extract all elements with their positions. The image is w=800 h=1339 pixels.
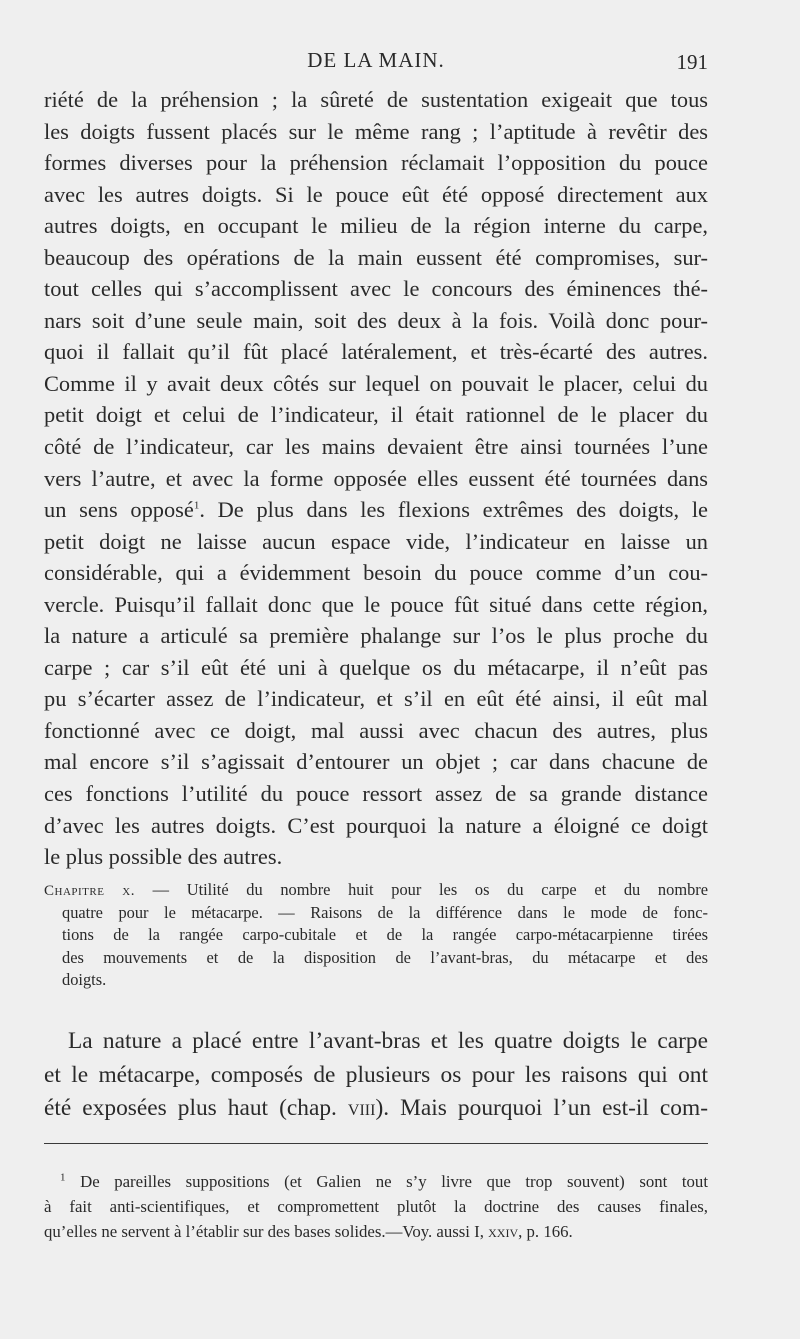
summary-line: doigts. (62, 969, 107, 989)
page-header (44, 46, 708, 80)
text-fragment: ). Mais pourquoi l’un est-il com- (375, 1095, 708, 1121)
footnote-line (44, 1169, 708, 1194)
text-line: pu s’écarter assez de l’indicateur, et s’il en eût été ainsi, il eût mal (44, 686, 708, 712)
text-line: petit doigt ne laisse aucun espace vide, l’indicateur en laisse un (44, 528, 708, 554)
text-line: le plus possible des autres. (44, 844, 283, 870)
summary-line (44, 879, 708, 902)
summary-line: des mouvements et de la disposition de l’avant-bras, du métacarpe et des (62, 947, 708, 967)
volume-reference: xxiv (488, 1222, 519, 1241)
main-paragraph (44, 84, 708, 873)
footnote-fragment: , p. 166. (518, 1222, 573, 1241)
footnote-fragment: qu’elles ne servent à l’établir sur des bases solides.—Voy. aussi I, (44, 1222, 489, 1241)
footnote-fragment: De pareilles suppositions (et Galien ne s’y livre que trop souvent) sont tout (65, 1172, 708, 1191)
chapter-reference: viii (347, 1095, 376, 1121)
text-line: autres doigts, en occupant le milieu de la région interne du carpe, (44, 213, 708, 239)
text-line: beaucoup des opérations de la main eussent été compromises, sur- (44, 244, 708, 270)
text-line: nars soit d’une seule main, soit des deux à la fois. Voilà donc pour- (44, 307, 708, 333)
text-line: vercle. Puisqu’il fallait donc que le pouce fût situé dans cette région, (44, 591, 708, 617)
chapter-summary (44, 879, 708, 991)
chapter-paragraph (44, 1025, 708, 1126)
text-line: riété de la préhension ; la sûreté de sustentation exigeait que tous (44, 87, 708, 112)
text-line: quoi il fallait qu’il fût placé latéralement, et très-écarté des autres. (44, 339, 708, 365)
text-line: Comme il y avait deux côtés sur lequel on pouvait le placer, celui du (44, 370, 708, 396)
footnote-divider (44, 1143, 708, 1144)
text-line: mal encore s’il s’agissait d’entourer un objet ; car dans chacune de (44, 749, 708, 775)
footnote-line (44, 1219, 708, 1244)
footnote (44, 1169, 708, 1244)
text-line: formes diverses pour la préhension réclamait l’opposition du pouce (44, 150, 708, 176)
text-line: considérable, qui a évidemment besoin du pouce comme d’un cou- (44, 560, 708, 586)
footnote-line: à fait anti-scientifiques, et compromettent plutôt la doctrine des causes finales, (44, 1197, 708, 1216)
text-line: La nature a placé entre l’avant-bras et les quatre doigts le carpe (68, 1028, 708, 1054)
summary-line: tions de la rangée carpo-cubitale et de la rangée carpo-métacarpienne tirées (62, 925, 708, 945)
text-line: côté de l’indicateur, car les mains devaient être ainsi tournées l’une (44, 434, 708, 460)
text-line: vers l’autre, et avec la forme opposée elles eussent été tournées dans (44, 465, 708, 491)
text-line: ces fonctions l’utilité du pouce ressort assez de sa grande distance (44, 781, 708, 807)
page-number: 191 (676, 50, 708, 74)
footnote-reference[interactable]: 1 (193, 499, 200, 512)
text-line: les doigts fussent placés sur le même rang ; l’aptitude à revêtir des (44, 118, 708, 144)
summary-fragment: — Utilité du nombre huit pour les os du carpe et du nombre (134, 880, 708, 899)
running-title: DE LA MAIN. (307, 48, 445, 72)
text-fragment: . De plus dans les flexions extrêmes des doigts, le (199, 497, 708, 523)
footnote-marker: 1 (60, 1171, 66, 1184)
text-line: carpe ; car s’il eût été uni à quelque os du métacarpe, il n’eût pas (44, 654, 708, 680)
text-line: d’avec les autres doigts. C’est pourquoi la nature a éloigné ce doigt (44, 812, 708, 838)
text-fragment: été exposées plus haut (chap. (44, 1095, 348, 1121)
summary-line: quatre pour le métacarpe. — Raisons de la différence dans le mode de fonc- (62, 903, 708, 923)
text-line: la nature a articulé sa première phalange sur l’os le plus proche du (44, 623, 708, 649)
text-line (44, 1092, 708, 1126)
text-line: tout celles qui s’accomplissent avec le concours des éminences thé- (44, 276, 708, 302)
text-line: petit doigt et celui de l’indicateur, il était rationnel de le placer du (44, 402, 708, 428)
text-line: fonctionné avec ce doigt, mal aussi avec chacun des autres, plus (44, 717, 708, 743)
text-fragment: un sens opposé (44, 497, 194, 523)
text-line-with-footnote (44, 494, 708, 526)
text-line: avec les autres doigts. Si le pouce eût été opposé directement aux (44, 181, 708, 207)
chapter-label: Chapitre x. (44, 883, 135, 899)
text-line: et le métacarpe, composés de plusieurs os pour les raisons qui ont (44, 1061, 708, 1088)
